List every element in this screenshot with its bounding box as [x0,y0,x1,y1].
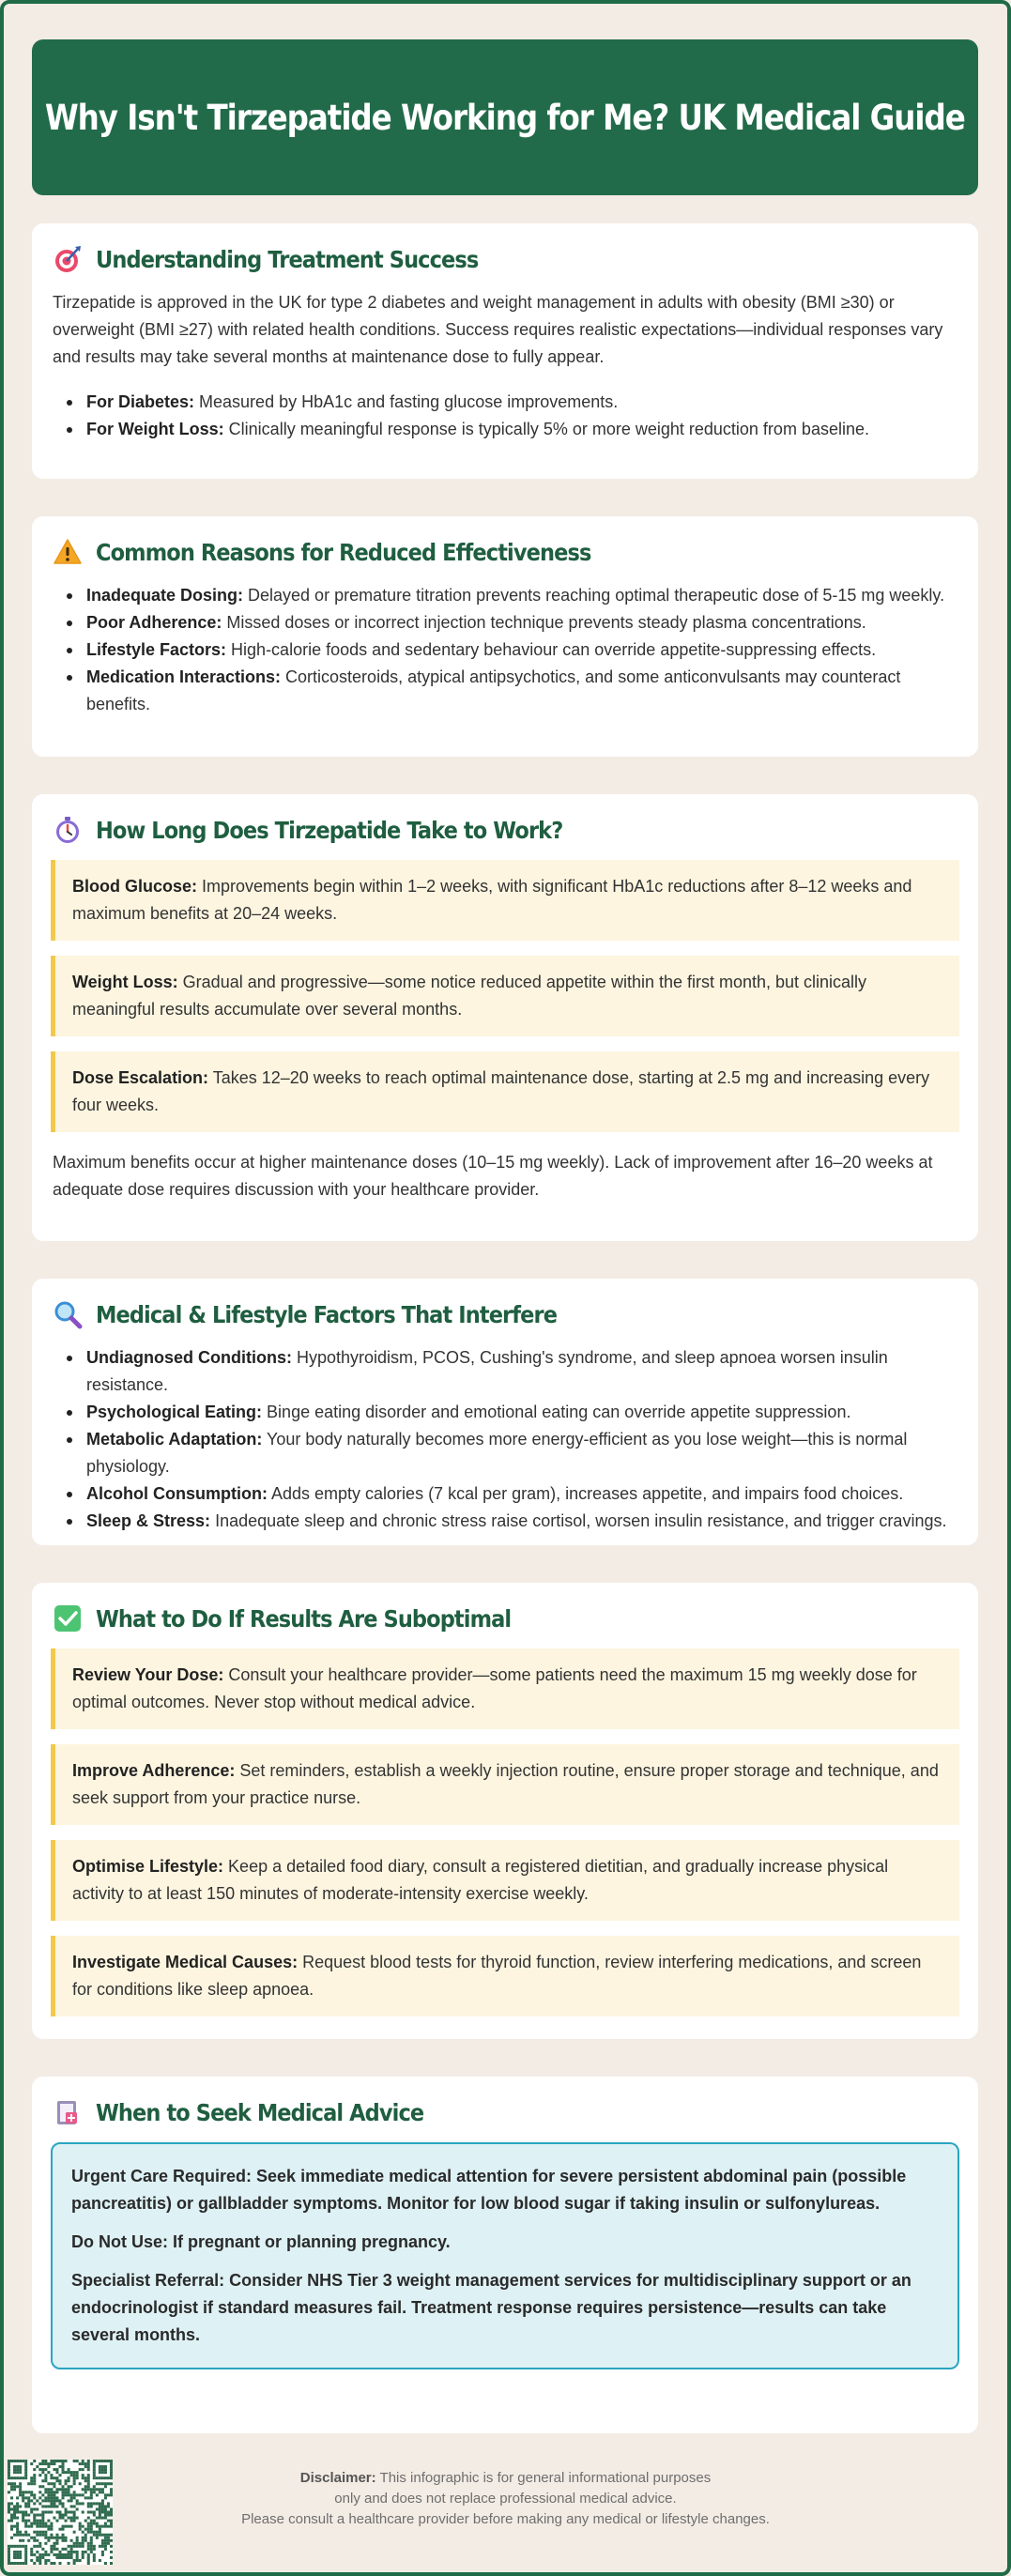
info-callout: Investigate Medical Causes: Request blood tests for thyroid function, review interfering medications, and screen for conditions like sleep apnoea. [51,1936,959,2016]
target-icon [53,244,83,274]
page-header [32,39,978,195]
section-outro: Maximum benefits occur at higher maintenance doses (10–15 mg weekly). Lack of improvement after 16–20 weeks at adequate dose requires discussion with your healthcare provider. [53,1153,933,1199]
bullet-list [53,1344,959,1535]
list-item: For Diabetes: Measured by HbA1c and fasting glucose improvements. [53,389,959,416]
section-treatment-success [32,223,978,479]
list-item: Poor Adherence: Missed doses or incorrect injection technique prevents steady plasma concentrations. [53,609,959,636]
section-title: Understanding Treatment Success [96,245,479,273]
magnifier-icon [53,1299,83,1329]
section-timeline [32,794,978,1241]
section-title: What to Do If Results Are Suboptimal [96,1604,512,1633]
section-title: Medical & Lifestyle Factors That Interfere [96,1300,558,1328]
info-callout: Weight Loss: Gradual and progressive—some notice reduced appetite within the first month, but clinically meaningful results accumulate over several months. [51,956,959,1036]
section-interfering-factors [32,1279,978,1545]
checkmark-icon [53,1603,83,1633]
section-common-reasons [32,516,978,757]
section-heading [53,537,646,567]
advice-line: Urgent Care Required: Seek immediate medical attention for severe persistent abdominal pain (possible pancreatitis) or gallbladder symptoms. Monitor for low blood sugar if taking insulin or sulfonylureas. [71,2167,907,2213]
list-item: Undiagnosed Conditions: Hypothyroidism, PCOS, Cushing's syndrome, and sleep apnoea worsen insulin resistance. [53,1344,959,1399]
info-callout: Blood Glucose: Improvements begin within 1–2 weeks, with significant HbA1c reductions after 8–12 weeks and maximum benefits at 20–24 weeks. [51,860,959,941]
section-title: When to Seek Medical Advice [96,2098,424,2126]
urgent-advice-box [51,2142,959,2369]
disclaimer-line: only and does not replace professional medical advice. [334,2491,677,2507]
disclaimer: Disclaimer: This infographic is for general informational purposes only and does not replace professional medical advice. Please consult a healthcare provider before making any medical or lifestyle changes. [188,2468,823,2530]
qr-code[interactable] [8,2460,113,2565]
section-title: How Long Does Tirzepatide Take to Work? [96,816,563,844]
list-item: Lifestyle Factors: High-calorie foods and sedentary behaviour can override appetite-suppressing effects. [53,636,959,664]
disclaimer-line: Please consult a healthcare provider before making any medical or lifestyle changes. [241,2511,770,2527]
warning-icon [53,537,83,567]
section-heading [53,1603,557,1633]
section-heading [53,2097,460,2127]
list-item: Alcohol Consumption: Adds empty calories (7 kcal per gram), increases appetite, and impairs food choices. [53,1480,959,1508]
advice-line: Do Not Use: If pregnant or planning pregnancy. [71,2232,451,2251]
list-item: Inadequate Dosing: Delayed or premature titration prevents reaching optimal therapeutic dose of 5-15 mg weekly. [53,582,959,609]
info-callout: Improve Adherence: Set reminders, establish a weekly injection routine, ensure proper storage and technique, and seek support from your practice nurse. [51,1744,959,1825]
section-heading [53,815,615,845]
bullet-list [53,389,959,443]
section-heading [53,244,521,274]
advice-line: Specialist Referral: Consider NHS Tier 3 weight management services for multidisciplinary support or an endocrinologist if standard measures fail. Treatment response requires persistence—results can take several months. [71,2271,911,2344]
medical-kit-icon [53,2097,83,2127]
list-item: Sleep & Stress: Inadequate sleep and chronic stress raise cortisol, worsen insulin resistance, and trigger cravings. [53,1508,959,1535]
page-title: Why Isn't Tirzepatide Working for Me? UK Medical Guide [45,97,966,138]
info-callout: Optimise Lifestyle: Keep a detailed food diary, consult a registered dietitian, and gradually increase physical activity to at least 150 minutes of moderate-intensity exercise weekly. [51,1840,959,1921]
info-callout: Dose Escalation: Takes 12–20 weeks to reach optimal maintenance dose, starting at 2.5 mg and increasing every four weeks. [51,1051,959,1132]
disclaimer-label: Disclaimer: [299,2470,376,2486]
list-item: Psychological Eating: Binge eating disorder and emotional eating can override appetite suppression. [53,1399,959,1426]
list-item: For Weight Loss: Clinically meaningful response is typically 5% or more weight reduction from baseline. [53,416,959,443]
section-intro: Tirzepatide is approved in the UK for type 2 diabetes and weight management in adults with obesity (BMI ≥30) or overweight (BMI ≥27) with related health conditions. Success requires realistic expectations—individual responses vary and results may take several months at maintenance dose to fully appear. [53,293,943,366]
section-medical-advice [32,2077,978,2433]
info-callout: Review Your Dose: Consult your healthcare provider—some patients need the maximum 15 mg weekly dose for optimal outcomes. Never stop without medical advice. [51,1648,959,1729]
bullet-list [53,582,959,718]
list-item: Metabolic Adaptation: Your body naturally becomes more energy-efficient as you lose weight—this is normal physiology. [53,1426,959,1480]
list-item: Medication Interactions: Corticosteroids, atypical antipsychotics, and some anticonvulsants may counteract benefits. [53,664,959,718]
stopwatch-icon [53,815,83,845]
section-title: Common Reasons for Reduced Effectiveness [96,538,591,566]
section-suboptimal-actions [32,1583,978,2039]
section-heading [53,1299,608,1329]
